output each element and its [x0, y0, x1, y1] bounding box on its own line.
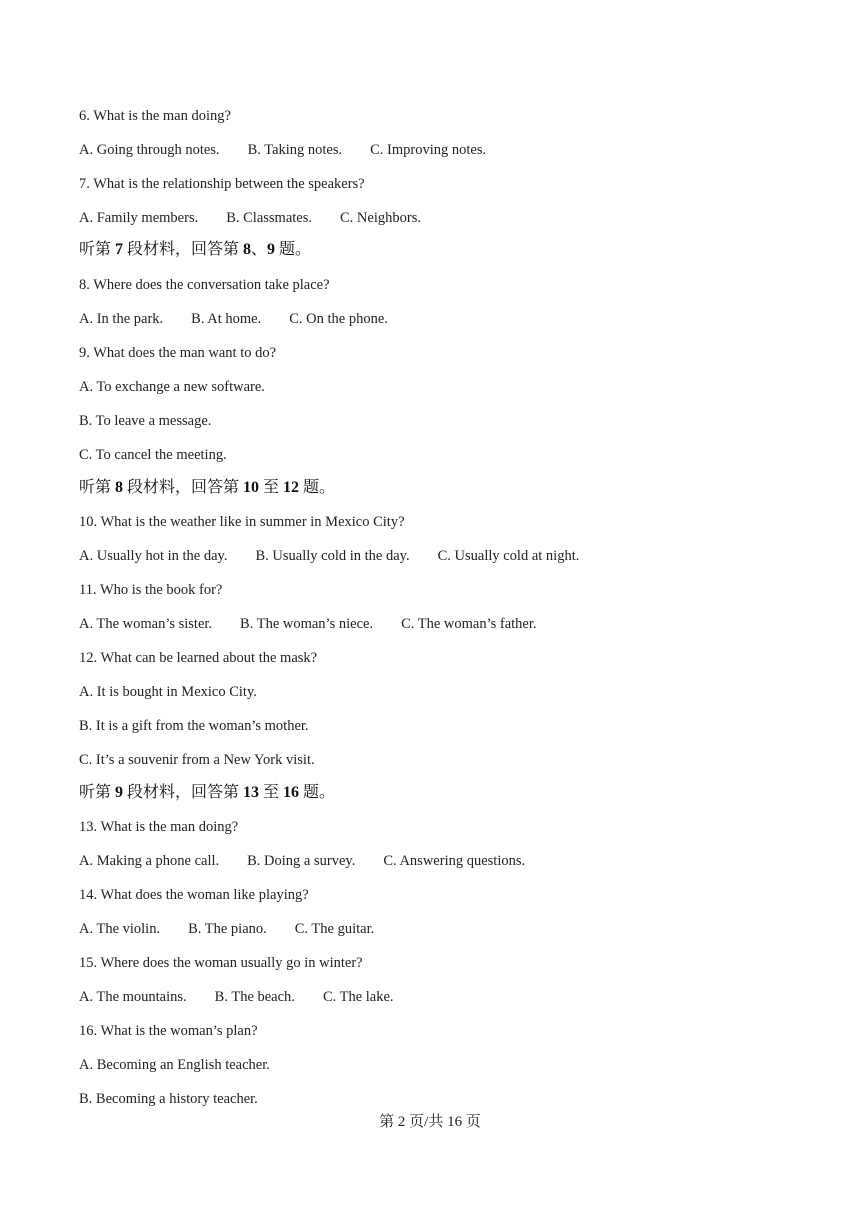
option-b: B. The woman’s niece.: [240, 616, 374, 632]
option-a: A. Usually hot in the day.: [79, 548, 228, 564]
option-c: C. Neighbors.: [340, 210, 421, 226]
question-15-options: [79, 988, 394, 1006]
question-13-options: [79, 852, 525, 870]
question-8-stem: 8. Where does the conversation take place?: [79, 277, 330, 293]
section-heading-9: 听第 9 段材料，回答第 13 至 16 题。: [79, 784, 336, 801]
question-7-options: [79, 209, 421, 227]
option-c: C. Answering questions.: [383, 853, 526, 869]
option-c: C. The guitar.: [294, 921, 375, 937]
option-b: B. Usually cold in the day.: [255, 548, 410, 564]
option-a: A. The mountains.: [79, 989, 187, 1005]
section-heading-8: 听第 8 段材料，回答第 10 至 12 题。: [79, 479, 336, 496]
question-9-stem: 9. What does the man want to do?: [79, 345, 277, 361]
question-7-stem: 7. What is the relationship between the speakers?: [79, 176, 365, 192]
question-10-stem: 10. What is the weather like in summer in Mexico City?: [79, 514, 405, 530]
question-9-option-b: B. To leave a message.: [79, 413, 212, 429]
question-16-option-b: B. Becoming a history teacher.: [79, 1091, 258, 1107]
option-a: A. Family members.: [79, 210, 199, 226]
option-b: B. At home.: [191, 311, 262, 327]
option-b: B. Classmates.: [226, 210, 313, 226]
question-12-option-c: C. It’s a souvenir from a New York visit.: [79, 752, 315, 768]
question-12-option-b: B. It is a gift from the woman’s mother.: [79, 718, 309, 734]
option-b: B. Doing a survey.: [247, 853, 356, 869]
question-10-options: [79, 547, 579, 565]
option-c: C. The woman’s father.: [401, 616, 537, 632]
option-c: C. Usually cold at night.: [437, 548, 580, 564]
option-a: A. The woman’s sister.: [79, 616, 213, 632]
question-13-stem: 13. What is the man doing?: [79, 819, 239, 835]
question-6-options: [79, 141, 486, 159]
option-c: C. Improving notes.: [370, 142, 487, 158]
option-b: B. The beach.: [214, 989, 295, 1005]
question-16-stem: 16. What is the woman’s plan?: [79, 1023, 258, 1039]
option-c: C. On the phone.: [289, 311, 388, 327]
question-14-options: [79, 920, 374, 938]
option-c: C. The lake.: [322, 989, 394, 1005]
question-11-options: [79, 615, 537, 633]
option-a: A. In the park.: [79, 311, 164, 327]
question-9-option-a: A. To exchange a new software.: [79, 379, 265, 395]
question-15-stem: 15. Where does the woman usually go in winter?: [79, 955, 363, 971]
option-a: A. Making a phone call.: [79, 853, 220, 869]
question-11-stem: 11. Who is the book for?: [79, 582, 223, 598]
option-a: A. Going through notes.: [79, 142, 220, 158]
section-heading-7: 听第 7 段材料，回答第 8、9 题。: [79, 241, 312, 258]
question-8-options: [79, 310, 388, 328]
option-b: B. Taking notes.: [247, 142, 343, 158]
question-12-option-a: A. It is bought in Mexico City.: [79, 684, 257, 700]
question-12-stem: 12. What can be learned about the mask?: [79, 650, 318, 666]
question-16-option-a: A. Becoming an English teacher.: [79, 1057, 270, 1073]
question-9-option-c: C. To cancel the meeting.: [79, 447, 227, 463]
option-b: B. The piano.: [188, 921, 267, 937]
question-6-stem: 6. What is the man doing?: [79, 108, 231, 124]
page-number-footer: 第 2 页/共 16 页: [379, 1114, 481, 1130]
question-14-stem: 14. What does the woman like playing?: [79, 887, 309, 903]
option-a: A. The violin.: [79, 921, 161, 937]
